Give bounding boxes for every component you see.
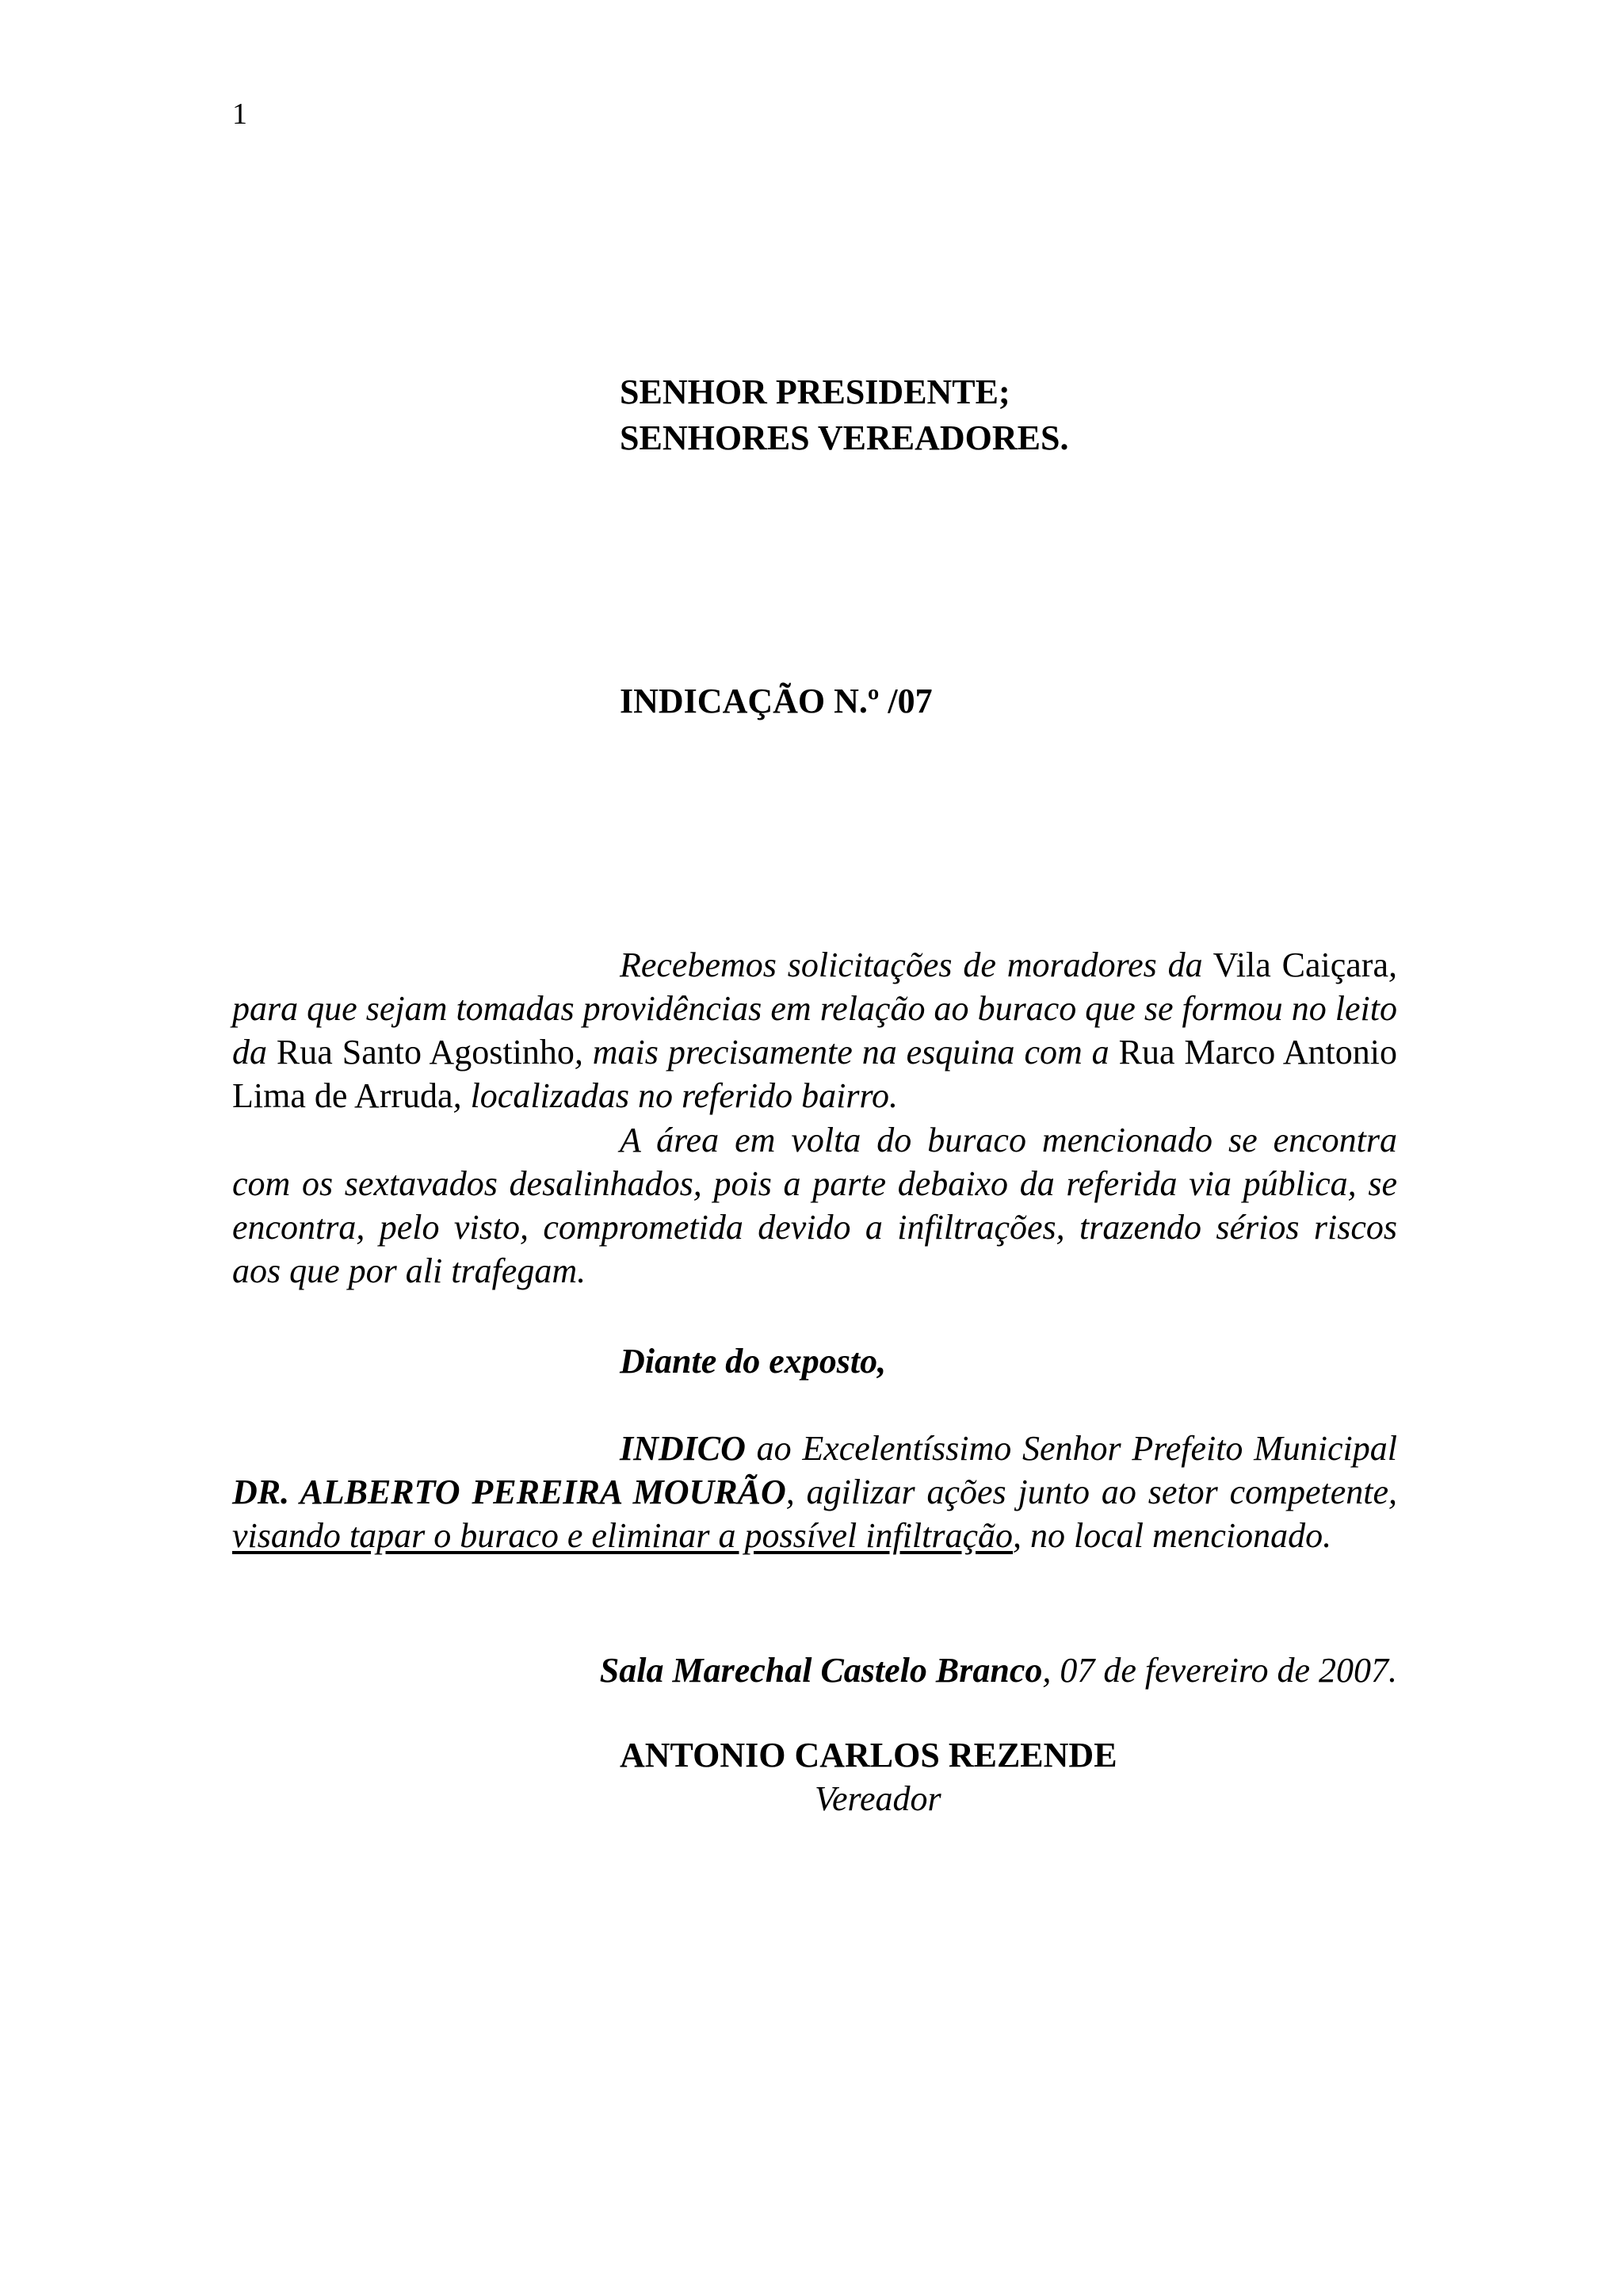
- salutation: [620, 369, 1068, 461]
- p2-text: A área em volta do buraco mencionado se encontra com os sextavados desalinhados, pois a parte debaixo da referida via pública, se encontra, pelo visto, comprometida devido a infiltrações, trazendo sérios riscos aos que por ali trafegam.: [232, 1121, 1397, 1290]
- date-text: , 07 de fevereiro de 2007.: [1042, 1651, 1397, 1690]
- page-number: 1: [232, 97, 247, 131]
- indico-text-2: , agilizar ações junto ao setor competente,: [785, 1473, 1397, 1511]
- p1-street-1: Rua Santo Agostinho: [267, 1033, 575, 1072]
- indico-text-1: ao Excelentíssimo Senhor Prefeito Municipal: [745, 1429, 1397, 1468]
- paragraph-request: [232, 943, 1397, 1117]
- date-line: [600, 1648, 1397, 1692]
- signer-role: Vereador: [815, 1779, 941, 1818]
- p1-text-1: Recebemos solicitações de moradores da: [620, 946, 1203, 984]
- diante-text: Diante do exposto,: [620, 1342, 887, 1381]
- indico-text-3: , no local mencionado.: [1013, 1516, 1332, 1555]
- indico-underlined-request: visando tapar o buraco e eliminar a possível infiltração: [232, 1516, 1014, 1555]
- date-place: Sala Marechal Castelo Branco: [599, 1651, 1043, 1690]
- mayor-name: DR. ALBERTO PEREIRA MOURÃO: [232, 1473, 786, 1511]
- p1-neighborhood: Vila Caiçara: [1202, 946, 1388, 984]
- diante-line: [232, 1339, 1397, 1383]
- p1-text-3: , mais precisamente na esquina com a: [574, 1033, 1109, 1072]
- p1-street-2: Rua Marco Antonio Lima de Arruda: [232, 1033, 1397, 1115]
- salutation-line-2: SENHORES VEREADORES.: [620, 418, 1069, 457]
- indico-verb: INDICO: [620, 1429, 746, 1468]
- salutation-line-1: SENHOR PRESIDENTE;: [620, 372, 1010, 411]
- paragraph-indico: [232, 1427, 1397, 1557]
- p1-text-4: , localizadas no referido bairro.: [453, 1076, 898, 1115]
- indicacao-title: INDICAÇÃO N.º /07: [620, 682, 933, 720]
- p1-text-2: , para que sejam tomadas providências em relação ao buraco que se formou no leito da: [232, 946, 1397, 1072]
- paragraph-description: [232, 1118, 1397, 1293]
- signer-name: ANTONIO CARLOS REZENDE: [620, 1736, 1117, 1775]
